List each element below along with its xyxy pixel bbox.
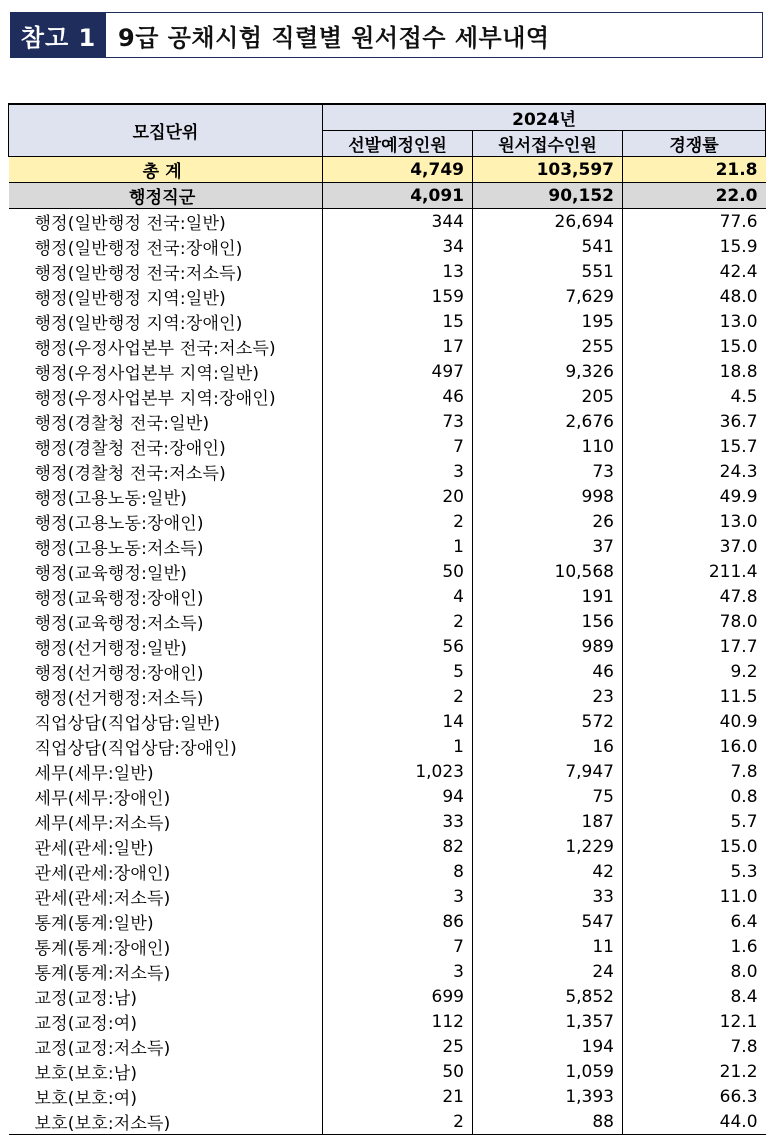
table-row <box>9 434 766 459</box>
row-planned: 2 <box>323 609 473 634</box>
row-applicants: 205 <box>473 384 623 409</box>
row-planned: 4 <box>323 584 473 609</box>
row-label: 행정(우정사업본부 지역:장애인) <box>34 389 276 409</box>
row-ratio: 9.2 <box>623 659 766 684</box>
row-planned: 94 <box>323 784 473 809</box>
table-row <box>9 1009 766 1034</box>
row-ratio: 16.0 <box>623 734 766 759</box>
row-planned: 3 <box>323 959 473 984</box>
row-applicants: 547 <box>473 909 623 934</box>
row-applicants: 255 <box>473 334 623 359</box>
row-applicants: 551 <box>473 259 623 284</box>
row-applicants: 26,694 <box>473 209 623 235</box>
row-applicants: 1,357 <box>473 1009 623 1034</box>
table-row <box>9 334 766 359</box>
row-ratio: 66.3 <box>623 1084 766 1109</box>
row-ratio: 44.0 <box>623 1109 766 1135</box>
row-label: 관세(관세:일반) <box>34 839 154 859</box>
total-planned: 4,749 <box>323 157 473 183</box>
row-ratio: 5.7 <box>623 809 766 834</box>
row-applicants: 572 <box>473 709 623 734</box>
table-row <box>9 359 766 384</box>
row-ratio: 78.0 <box>623 609 766 634</box>
row-planned: 34 <box>323 234 473 259</box>
row-ratio: 42.4 <box>623 259 766 284</box>
group-applicants: 90,152 <box>473 183 623 209</box>
table-row <box>9 209 766 235</box>
table-row <box>9 559 766 584</box>
row-planned: 1 <box>323 534 473 559</box>
table-row <box>9 509 766 534</box>
row-ratio: 18.8 <box>623 359 766 384</box>
row-ratio: 8.4 <box>623 984 766 1009</box>
row-ratio: 211.4 <box>623 559 766 584</box>
row-applicants: 187 <box>473 809 623 834</box>
row-planned: 17 <box>323 334 473 359</box>
header-unit: 모집단위 <box>9 104 323 157</box>
row-planned: 73 <box>323 409 473 434</box>
row-label: 관세(관세:저소득) <box>34 889 171 909</box>
row-planned: 2 <box>323 684 473 709</box>
row-label: 세무(세무:저소득) <box>34 814 171 834</box>
row-ratio: 15.9 <box>623 234 766 259</box>
row-ratio: 11.5 <box>623 684 766 709</box>
table-row <box>9 384 766 409</box>
row-ratio: 15.0 <box>623 334 766 359</box>
row-label: 행정(일반행정 전국:일반) <box>34 214 226 234</box>
row-ratio: 11.0 <box>623 884 766 909</box>
row-label: 행정(선거행정:일반) <box>34 639 188 659</box>
table-row <box>9 959 766 984</box>
row-planned: 7 <box>323 934 473 959</box>
row-label: 행정(일반행정 지역:일반) <box>34 289 226 309</box>
total-applicants: 103,597 <box>473 157 623 183</box>
row-planned: 82 <box>323 834 473 859</box>
row-applicants: 1,393 <box>473 1084 623 1109</box>
table-row <box>9 884 766 909</box>
row-label: 행정(선거행정:저소득) <box>34 689 204 709</box>
row-planned: 33 <box>323 809 473 834</box>
total-row <box>9 157 766 183</box>
table-row <box>9 484 766 509</box>
reference-badge: 참고 1 <box>11 13 106 57</box>
row-applicants: 10,568 <box>473 559 623 584</box>
row-applicants: 989 <box>473 634 623 659</box>
table-row <box>9 684 766 709</box>
row-applicants: 998 <box>473 484 623 509</box>
row-ratio: 47.8 <box>623 584 766 609</box>
table-row <box>9 1109 766 1135</box>
row-label: 행정(선거행정:장애인) <box>34 664 204 684</box>
row-applicants: 156 <box>473 609 623 634</box>
header-ratio: 경쟁률 <box>623 131 766 157</box>
table-row <box>9 709 766 734</box>
row-planned: 25 <box>323 1034 473 1059</box>
row-ratio: 13.0 <box>623 509 766 534</box>
row-ratio: 7.8 <box>623 759 766 784</box>
row-applicants: 1,059 <box>473 1059 623 1084</box>
row-planned: 56 <box>323 634 473 659</box>
row-applicants: 33 <box>473 884 623 909</box>
row-label: 행정(경찰청 전국:일반) <box>34 414 210 434</box>
row-label: 행정(우정사업본부 지역:일반) <box>34 364 260 384</box>
group-label: 행정직군 <box>9 183 323 209</box>
row-ratio: 17.7 <box>623 634 766 659</box>
row-label: 행정(고용노동:일반) <box>34 489 188 509</box>
table-row <box>9 459 766 484</box>
row-ratio: 8.0 <box>623 959 766 984</box>
table-row <box>9 984 766 1009</box>
row-label: 행정(일반행정 전국:장애인) <box>34 239 243 259</box>
row-applicants: 7,629 <box>473 284 623 309</box>
table-row <box>9 659 766 684</box>
row-label: 행정(일반행정 지역:장애인) <box>34 314 243 334</box>
row-ratio: 7.8 <box>623 1034 766 1059</box>
row-ratio: 15.0 <box>623 834 766 859</box>
row-applicants: 75 <box>473 784 623 809</box>
application-table <box>8 103 766 1135</box>
row-ratio: 5.3 <box>623 859 766 884</box>
row-label: 보호(보호:여) <box>34 1089 138 1109</box>
row-planned: 21 <box>323 1084 473 1109</box>
row-planned: 86 <box>323 909 473 934</box>
row-planned: 5 <box>323 659 473 684</box>
table-row <box>9 1059 766 1084</box>
row-applicants: 16 <box>473 734 623 759</box>
row-label: 행정(경찰청 전국:장애인) <box>34 439 226 459</box>
row-label: 교정(교정:여) <box>34 1014 138 1034</box>
row-planned: 20 <box>323 484 473 509</box>
row-planned: 14 <box>323 709 473 734</box>
table-row <box>9 734 766 759</box>
row-planned: 497 <box>323 359 473 384</box>
group-ratio: 22.0 <box>623 183 766 209</box>
row-planned: 15 <box>323 309 473 334</box>
row-planned: 1,023 <box>323 759 473 784</box>
row-planned: 3 <box>323 884 473 909</box>
row-ratio: 15.7 <box>623 434 766 459</box>
group-planned: 4,091 <box>323 183 473 209</box>
row-ratio: 49.9 <box>623 484 766 509</box>
row-planned: 50 <box>323 559 473 584</box>
row-label: 통계(통계:장애인) <box>34 939 171 959</box>
row-applicants: 194 <box>473 1034 623 1059</box>
group-row <box>9 183 766 209</box>
row-ratio: 48.0 <box>623 284 766 309</box>
row-label: 통계(통계:일반) <box>34 914 154 934</box>
row-applicants: 26 <box>473 509 623 534</box>
row-applicants: 11 <box>473 934 623 959</box>
title-box <box>10 12 763 58</box>
row-ratio: 12.1 <box>623 1009 766 1034</box>
table-row <box>9 1034 766 1059</box>
row-planned: 50 <box>323 1059 473 1084</box>
row-applicants: 24 <box>473 959 623 984</box>
table-row <box>9 909 766 934</box>
row-ratio: 4.5 <box>623 384 766 409</box>
row-ratio: 37.0 <box>623 534 766 559</box>
table-row <box>9 859 766 884</box>
row-ratio: 24.3 <box>623 459 766 484</box>
row-label: 행정(교육행정:일반) <box>34 564 188 584</box>
row-label: 교정(교정:저소득) <box>34 1039 171 1059</box>
row-ratio: 6.4 <box>623 909 766 934</box>
row-planned: 699 <box>323 984 473 1009</box>
table-row <box>9 634 766 659</box>
row-applicants: 191 <box>473 584 623 609</box>
row-applicants: 2,676 <box>473 409 623 434</box>
header-applicants: 원서접수인원 <box>473 131 623 157</box>
row-applicants: 46 <box>473 659 623 684</box>
row-ratio: 13.0 <box>623 309 766 334</box>
table-row <box>9 609 766 634</box>
page-title: 9급 공채시험 직렬별 원서접수 세부내역 <box>118 23 550 52</box>
table-row <box>9 809 766 834</box>
row-planned: 344 <box>323 209 473 235</box>
row-planned: 8 <box>323 859 473 884</box>
row-label: 행정(교육행정:장애인) <box>34 589 204 609</box>
row-label: 직업상담(직업상담:장애인) <box>34 739 237 759</box>
row-ratio: 21.2 <box>623 1059 766 1084</box>
row-applicants: 1,229 <box>473 834 623 859</box>
row-planned: 159 <box>323 284 473 309</box>
header-planned: 선발예정인원 <box>323 131 473 157</box>
row-label: 직업상담(직업상담:일반) <box>34 714 221 734</box>
row-ratio: 0.8 <box>623 784 766 809</box>
row-label: 교정(교정:남) <box>34 989 138 1009</box>
row-planned: 2 <box>323 1109 473 1135</box>
row-planned: 7 <box>323 434 473 459</box>
table-row <box>9 784 766 809</box>
row-planned: 13 <box>323 259 473 284</box>
row-planned: 46 <box>323 384 473 409</box>
total-ratio: 21.8 <box>623 157 766 183</box>
table-row <box>9 409 766 434</box>
row-applicants: 73 <box>473 459 623 484</box>
table-row <box>9 584 766 609</box>
row-applicants: 42 <box>473 859 623 884</box>
table-row <box>9 1084 766 1109</box>
table-row <box>9 534 766 559</box>
table-row <box>9 284 766 309</box>
row-applicants: 9,326 <box>473 359 623 384</box>
row-ratio: 77.6 <box>623 209 766 235</box>
total-label: 총 계 <box>9 157 323 183</box>
table-row <box>9 759 766 784</box>
row-applicants: 37 <box>473 534 623 559</box>
table-row <box>9 934 766 959</box>
row-label: 보호(보호:남) <box>34 1064 138 1084</box>
row-ratio: 1.6 <box>623 934 766 959</box>
row-label: 행정(일반행정 전국:저소득) <box>34 264 243 284</box>
row-planned: 112 <box>323 1009 473 1034</box>
row-planned: 3 <box>323 459 473 484</box>
table-row <box>9 309 766 334</box>
row-label: 통계(통계:저소득) <box>34 964 171 984</box>
row-label: 행정(교육행정:저소득) <box>34 614 204 634</box>
table-row <box>9 259 766 284</box>
row-applicants: 23 <box>473 684 623 709</box>
row-applicants: 5,852 <box>473 984 623 1009</box>
row-label: 행정(우정사업본부 전국:저소득) <box>34 339 276 359</box>
row-applicants: 110 <box>473 434 623 459</box>
row-planned: 1 <box>323 734 473 759</box>
row-ratio: 40.9 <box>623 709 766 734</box>
table-row <box>9 234 766 259</box>
header-year: 2024년 <box>323 104 766 131</box>
row-applicants: 7,947 <box>473 759 623 784</box>
row-applicants: 541 <box>473 234 623 259</box>
row-label: 세무(세무:장애인) <box>34 789 171 809</box>
row-label: 보호(보호:저소득) <box>9 1109 323 1135</box>
row-label: 관세(관세:장애인) <box>34 864 171 884</box>
row-label: 행정(경찰청 전국:저소득) <box>34 464 226 484</box>
row-applicants: 195 <box>473 309 623 334</box>
table-row <box>9 834 766 859</box>
row-ratio: 36.7 <box>623 409 766 434</box>
row-label: 행정(고용노동:장애인) <box>34 514 204 534</box>
row-label: 행정(고용노동:저소득) <box>34 539 204 559</box>
row-planned: 2 <box>323 509 473 534</box>
row-applicants: 88 <box>473 1109 623 1135</box>
row-label: 세무(세무:일반) <box>34 764 154 784</box>
